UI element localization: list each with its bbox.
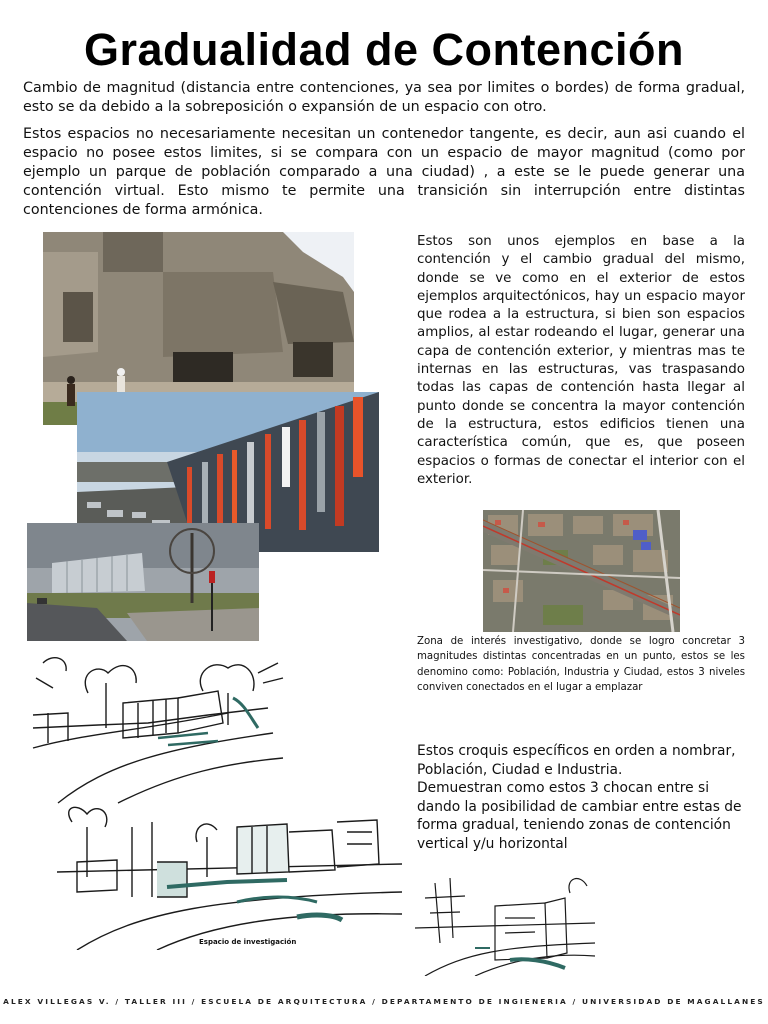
sketch-ciudad (57, 802, 402, 950)
page-title: Gradualidad de Contención (83, 24, 685, 75)
research-space-label: Espacio de investigación (199, 938, 297, 946)
sketch-industria (415, 868, 595, 976)
examples-description: Estos son unos ejemplos en base a la contención y el cambio gradual del mismo, donde se ve como en el exterior de estos ejemplos arquitectónicos, hay un espacio mayor que rodea a la estructura, si bien son espacios amplios, al estar rodeando el lugar, generar una capa de contención exterior, y mientras mas te internas en las estructuras, vas traspasando todas las capas de contención hasta llegar al punto donde se concentra la mayor contención de la estructura, estos edificios tienen una característica común, que es, que poseen espacios o formas de conectar el interior con el exterior. (417, 234, 745, 487)
aerial-map-photo (483, 510, 680, 632)
sketches-description-line1: Estos croquis específicos en orden a nombrar, Población, Ciudad e Industria. (417, 743, 736, 778)
sketches-description-line2: Demuestran como estos 3 chocan entre si dando la posibilidad de cambiar entre estas de forma gradual, teniendo zonas de contención vertical y/u horizontal (417, 780, 742, 852)
map-caption: Zona de interés investigativo, donde se logro concretar 3 magnitudes distintas concentradas en un punto, estos se les denomino como: Población, Industria y Ciudad, estos 3 niveles conviven conectados en el lugar a emplazar (417, 636, 745, 693)
sketches-description (417, 742, 747, 854)
sketch-poblacion (28, 653, 288, 805)
glass-building-photo (27, 523, 259, 641)
intro-paragraph: Cambio de magnitud (distancia entre contenciones, ya sea por limites o bordes) de forma gradual, esto se da debido a la sobreposición o expansión de un espacio con otro. (23, 80, 745, 115)
footer-credits: ALEX VILLEGAS V. / TALLER III / ESCUELA DE ARQUITECTURA / DEPARTAMENTO DE INGIENERIA / UNIVERSIDAD DE MAGALLANES (3, 997, 765, 1006)
second-paragraph: Estos espacios no necesariamente necesitan un contenedor tangente, es decir, aun asi cuando el espacio no posee estos limites, si se compara con un espacio de mayor magnitud (como por ejemplo un parque de población comparado a una ciudad) , a este se le puede generar una contención virtual. Esto mismo te permite una transición sin interrupción entre distintas contenciones de forma armónica. (23, 126, 745, 218)
